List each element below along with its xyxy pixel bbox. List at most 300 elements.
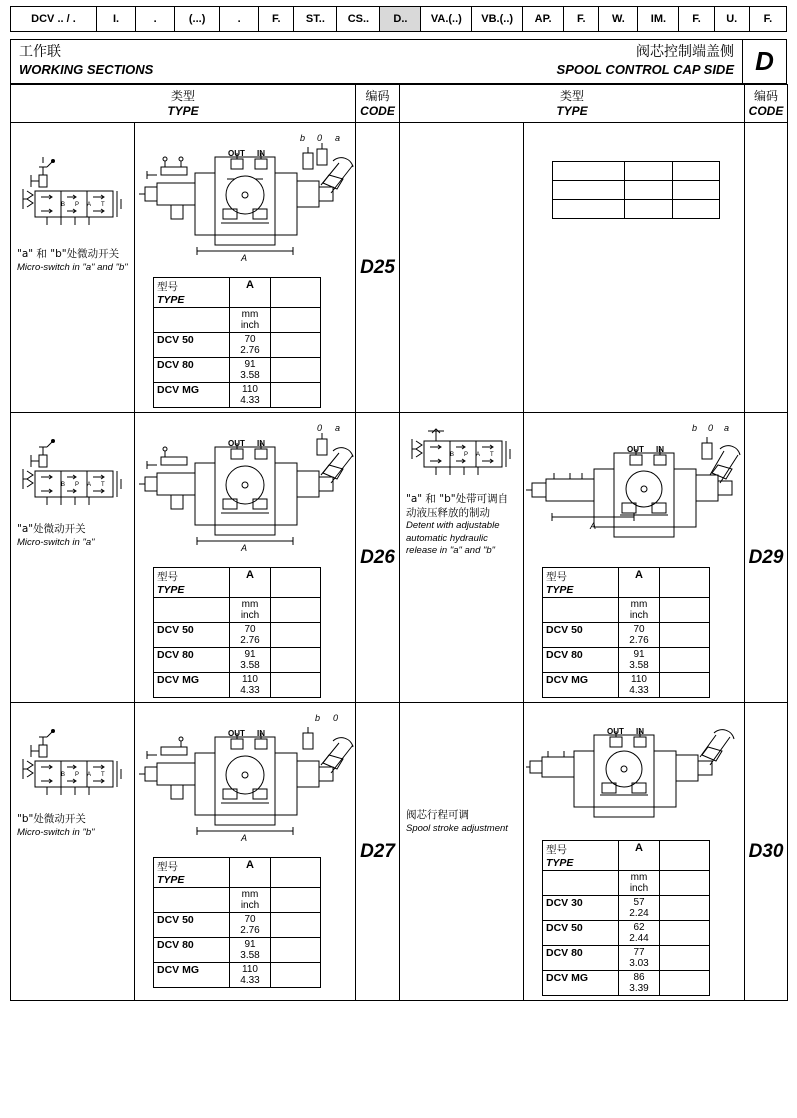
dim-inch: 2.76 (240, 925, 260, 936)
section-header (10, 39, 787, 84)
section-letter: D (742, 40, 786, 83)
svg-text:B: B (450, 452, 455, 458)
dim-row (543, 673, 710, 698)
options-table (10, 84, 788, 1001)
dim-values (619, 921, 660, 946)
symbol-caption-d27-cn: "b"处微动开关 (17, 813, 86, 825)
dim-inch: 3.58 (240, 950, 260, 961)
dim-unit-mm: mm (630, 599, 648, 610)
dim-unit-row (543, 871, 710, 896)
dim-values (619, 971, 660, 996)
dim-mm: 86 (633, 972, 645, 983)
dim-unit-row (154, 308, 321, 333)
svg-text:0: 0 (317, 133, 323, 143)
dim-unit-inch: inch (629, 883, 649, 894)
dim-row (154, 963, 321, 988)
dim-values (619, 946, 660, 971)
code-cell-empty-r1 (745, 123, 788, 413)
dim-unit-mm: mm (630, 872, 648, 883)
dim-model: DCV 50 (543, 921, 619, 946)
dimension-table-d27 (153, 857, 321, 988)
dim-unit-inch: inch (240, 900, 260, 911)
dim-header-model-cn: 型号 (157, 281, 178, 293)
dim-header-model (154, 858, 230, 888)
table-row (11, 413, 788, 703)
dim-row (543, 648, 710, 673)
col-type-right (400, 85, 745, 123)
svg-text:P: P (75, 482, 80, 488)
dim-row (543, 623, 710, 648)
valve-assembly-drawing-icon (524, 413, 743, 565)
code-cell-12[interactable]: F. (564, 7, 599, 31)
valve-assembly-drawing-icon (135, 123, 354, 275)
svg-text:OUT: OUT (627, 445, 644, 454)
dim-mm: 110 (242, 674, 258, 685)
empty-cell (553, 162, 625, 181)
col-type-left (11, 85, 356, 123)
svg-text:0: 0 (317, 423, 323, 433)
dim-mm: 70 (244, 624, 256, 635)
dim-header-row (154, 568, 321, 598)
dim-inch: 3.39 (629, 983, 649, 994)
empty-row (553, 181, 720, 200)
dimension-table-d29 (542, 567, 710, 698)
col-code-right (745, 85, 788, 123)
dim-header-model (543, 841, 619, 871)
dim-model: DCV 50 (154, 333, 230, 358)
dim-values (230, 963, 271, 988)
symbol-caption-d30 (406, 809, 517, 835)
code-cell-10[interactable]: VB.(..) (472, 7, 523, 31)
dim-blank (660, 921, 710, 946)
valve-assembly-drawing-icon (135, 703, 354, 855)
dim-blank (660, 896, 710, 921)
symbol-caption-d27 (17, 813, 128, 839)
svg-text:P: P (75, 202, 80, 208)
dim-blank (271, 623, 321, 648)
symbol-caption-d29 (406, 493, 517, 557)
dim-row (154, 913, 321, 938)
empty-cell (625, 162, 672, 181)
svg-text:b: b (300, 133, 306, 143)
symbol-caption-d29-en: Detent with adjustable automatic hydraulic release in "a" and "b" (406, 520, 500, 556)
hydraulic-symbol-icon (17, 419, 127, 519)
code-cell-13[interactable]: W. (599, 7, 638, 31)
col-type-left-en: TYPE (167, 104, 199, 119)
drawing-cell-d29 (524, 413, 745, 703)
dim-unit-empty (543, 598, 619, 623)
drawing-cell-d25 (135, 123, 356, 413)
empty-cell (672, 162, 719, 181)
col-code-right-en: CODE (748, 104, 784, 119)
dim-model: DCV 50 (154, 913, 230, 938)
dim-values (230, 623, 271, 648)
svg-text:b: b (692, 423, 698, 433)
dim-mm: 57 (633, 897, 645, 908)
dim-model: DCV MG (154, 383, 230, 408)
dim-header-blank (660, 568, 710, 598)
dim-inch: 4.33 (629, 685, 649, 696)
code-cell-6[interactable]: ST.. (294, 7, 337, 31)
symbol-spacer (406, 709, 517, 805)
svg-text:B: B (61, 772, 66, 778)
header-right (557, 43, 734, 78)
symbol-cell-d25 (11, 123, 135, 413)
dim-blank (271, 963, 321, 988)
dim-model: DCV 80 (154, 938, 230, 963)
symbol-cell-empty-r1 (400, 123, 524, 413)
svg-text:a: a (335, 423, 341, 433)
symbol-caption-d26-en: Micro-switch in "a" (17, 536, 95, 548)
code-cell-0[interactable]: DCV .. / . (11, 7, 97, 31)
dim-unit-inch: inch (629, 610, 649, 621)
dim-header-model-en: TYPE (546, 857, 574, 869)
code-cell-d29: D29 (745, 413, 788, 703)
dim-inch: 2.76 (629, 635, 649, 646)
dim-blank (660, 648, 710, 673)
svg-text:IN: IN (636, 727, 644, 736)
symbol-caption-d25-cn: "a" 和 "b"处微动开关 (17, 248, 120, 260)
svg-text:a: a (335, 133, 341, 143)
dim-unit-blank (271, 308, 321, 333)
dim-model: DCV 50 (543, 623, 619, 648)
svg-text:a: a (724, 423, 730, 433)
code-cell-11[interactable]: AP. (523, 7, 564, 31)
dim-row (543, 946, 710, 971)
symbol-caption-d26 (17, 523, 128, 549)
dim-values (230, 913, 271, 938)
dim-inch: 3.03 (629, 958, 649, 969)
col-code-left-en: CODE (360, 104, 395, 119)
symbol-cell-d26 (11, 413, 135, 703)
svg-text:T: T (101, 202, 105, 208)
dim-header-model (154, 568, 230, 598)
symbol-caption-d27-en: Micro-switch in "b" (17, 826, 95, 838)
dim-header-model (543, 568, 619, 598)
dim-header-blank (660, 841, 710, 871)
dim-model: DCV 80 (154, 648, 230, 673)
dim-unit-row (154, 598, 321, 623)
dim-unit-blank (660, 598, 710, 623)
drawing-cell-empty-r1 (524, 123, 745, 413)
dim-inch: 2.76 (240, 345, 260, 356)
dim-row (543, 921, 710, 946)
dim-values (619, 648, 660, 673)
dim-mm: 70 (244, 914, 256, 925)
dim-inch: 3.58 (240, 370, 260, 381)
dim-mm: 70 (244, 334, 256, 345)
empty-cell (553, 200, 625, 219)
dim-unit-inch: inch (240, 610, 260, 621)
dim-header-a: A (230, 858, 271, 888)
code-cell-9[interactable]: VA.(..) (421, 7, 472, 31)
dim-blank (271, 913, 321, 938)
dim-inch: 3.58 (629, 660, 649, 671)
svg-text:A: A (476, 452, 481, 458)
dim-unit-blank (271, 888, 321, 913)
dim-values (230, 648, 271, 673)
dim-blank (660, 623, 710, 648)
dim-blank (271, 358, 321, 383)
dim-header-row (154, 858, 321, 888)
dim-header-a: A (619, 841, 660, 871)
valve-assembly-drawing-icon (524, 703, 743, 838)
dim-mm: 91 (244, 939, 256, 950)
dim-header-row (543, 568, 710, 598)
dim-model: DCV 80 (543, 946, 619, 971)
dim-header-model-en: TYPE (157, 294, 185, 306)
dim-blank (660, 971, 710, 996)
drawing-cell-d30 (524, 703, 745, 1001)
dim-inch: 4.33 (240, 395, 260, 406)
table-row (11, 123, 788, 413)
dim-unit-empty (154, 888, 230, 913)
dim-unit-row (543, 598, 710, 623)
dim-values (230, 358, 271, 383)
header-left-cn: 工作联 (19, 44, 61, 60)
dim-header-model-cn: 型号 (157, 571, 178, 583)
dim-inch: 3.58 (240, 660, 260, 671)
code-cell-16[interactable]: U. (715, 7, 750, 31)
dim-unit-row (154, 888, 321, 913)
svg-text:A: A (241, 833, 248, 843)
dim-blank (271, 673, 321, 698)
dim-units (619, 871, 660, 896)
svg-text:b: b (315, 713, 321, 723)
order-code-strip (10, 6, 787, 32)
dim-row (543, 971, 710, 996)
dim-unit-inch: inch (240, 320, 260, 331)
empty-cell (625, 181, 672, 200)
valve-assembly-drawing-icon (135, 413, 354, 565)
dim-unit-blank (271, 598, 321, 623)
dim-blank (271, 333, 321, 358)
valve-drawing-d29 (524, 413, 744, 565)
code-cell-d26: D26 (356, 413, 400, 703)
dim-unit-empty (154, 598, 230, 623)
dim-model: DCV 80 (154, 358, 230, 383)
col-code-left-cn: 编码 (365, 88, 390, 103)
dim-unit-empty (154, 308, 230, 333)
empty-dimension-grid (552, 161, 720, 219)
dim-header-a: A (230, 568, 271, 598)
dim-header-row (543, 841, 710, 871)
col-code-right-cn: 编码 (753, 88, 778, 103)
symbol-caption-d30-cn: 阀芯行程可调 (406, 809, 469, 821)
dim-mm: 62 (633, 922, 645, 933)
header-left-en: WORKING SECTIONS (19, 61, 154, 77)
dim-units (619, 598, 660, 623)
dim-header-blank (271, 568, 321, 598)
svg-text:B: B (61, 482, 66, 488)
dim-header-row (154, 278, 321, 308)
dim-unit-mm: mm (241, 309, 259, 320)
valve-drawing-d30 (524, 703, 744, 838)
svg-text:A: A (241, 543, 248, 553)
dim-row (154, 623, 321, 648)
dim-inch: 4.33 (240, 975, 260, 986)
dim-units (230, 308, 271, 333)
hydraulic-symbol-icon (17, 129, 127, 244)
svg-text:T: T (101, 772, 105, 778)
code-cell-1[interactable]: I. (97, 7, 136, 31)
dim-values (230, 673, 271, 698)
empty-cell (672, 181, 719, 200)
dim-units (230, 888, 271, 913)
code-cell-2[interactable]: . (136, 7, 175, 31)
hydraulic-symbol-icon (406, 419, 516, 489)
code-cell-d30: D30 (745, 703, 788, 1001)
svg-text:T: T (490, 452, 494, 458)
code-cell-d25: D25 (356, 123, 400, 413)
symbol-cell-d29 (400, 413, 524, 703)
symbol-caption-d25 (17, 248, 128, 274)
code-cell-7[interactable]: CS.. (337, 7, 380, 31)
dim-header-a: A (230, 278, 271, 308)
dim-units (230, 598, 271, 623)
dim-mm: 70 (633, 624, 645, 635)
dim-row (154, 673, 321, 698)
dim-values (230, 383, 271, 408)
svg-text:OUT: OUT (228, 149, 245, 158)
dim-values (230, 333, 271, 358)
col-type-left-cn: 类型 (170, 88, 195, 103)
dim-row (154, 358, 321, 383)
dim-inch: 4.33 (240, 685, 260, 696)
dim-blank (271, 383, 321, 408)
dim-values (619, 896, 660, 921)
dim-inch: 2.76 (240, 635, 260, 646)
svg-text:0: 0 (333, 713, 339, 723)
symbol-cell-d27 (11, 703, 135, 1001)
dim-row (154, 333, 321, 358)
dim-row (154, 938, 321, 963)
dim-header-model-cn: 型号 (157, 861, 178, 873)
code-cell-8-active[interactable]: D.. (380, 7, 421, 31)
dim-mm: 77 (633, 947, 645, 958)
svg-text:0: 0 (708, 423, 714, 433)
svg-text:P: P (464, 452, 469, 458)
drawing-cell-d26 (135, 413, 356, 703)
dim-blank (271, 648, 321, 673)
svg-text:A: A (87, 482, 92, 488)
valve-drawing-d25 (135, 123, 355, 275)
dim-unit-mm: mm (241, 599, 259, 610)
svg-text:A: A (241, 253, 248, 263)
dim-row (154, 383, 321, 408)
header-right-cn: 阀芯控制端盖侧 (636, 44, 734, 60)
svg-text:OUT: OUT (228, 729, 245, 738)
svg-text:A: A (87, 202, 92, 208)
dim-header-a: A (619, 568, 660, 598)
dim-header-model-en: TYPE (157, 874, 185, 886)
svg-text:T: T (101, 482, 105, 488)
table-header-row (11, 85, 788, 123)
dim-model: DCV 50 (154, 623, 230, 648)
code-cell-4[interactable]: . (220, 7, 259, 31)
dim-blank (660, 673, 710, 698)
dim-inch: 2.44 (629, 933, 649, 944)
dim-header-blank (271, 278, 321, 308)
symbol-caption-d30-en: Spool stroke adjustment (406, 822, 508, 834)
empty-row (553, 200, 720, 219)
header-left (19, 43, 153, 78)
code-cell-5[interactable]: F. (259, 7, 294, 31)
code-cell-17[interactable]: F. (750, 7, 786, 31)
dim-row (154, 648, 321, 673)
symbol-caption-d29-cn: "a" 和 "b"处带可调自动液压释放的制动 (406, 493, 509, 519)
dim-header-model-cn: 型号 (546, 844, 567, 856)
col-type-right-en: TYPE (556, 104, 588, 119)
dim-unit-blank (660, 871, 710, 896)
symbol-caption-d26-cn: "a"处微动开关 (17, 523, 86, 535)
code-cell-15[interactable]: F. (679, 7, 714, 31)
dim-blank (660, 946, 710, 971)
dim-model: DCV 30 (543, 896, 619, 921)
col-code-left (356, 85, 400, 123)
dim-mm: 110 (242, 964, 258, 975)
svg-text:IN: IN (257, 149, 265, 158)
dim-model: DCV MG (154, 673, 230, 698)
svg-text:B: B (61, 202, 66, 208)
dim-header-blank (271, 858, 321, 888)
code-cell-d27: D27 (356, 703, 400, 1001)
dim-unit-empty (543, 871, 619, 896)
svg-text:IN: IN (257, 439, 265, 448)
dim-header-model-en: TYPE (157, 584, 185, 596)
dim-model: DCV MG (154, 963, 230, 988)
dim-model: DCV MG (543, 673, 619, 698)
valve-drawing-d27 (135, 703, 355, 855)
dim-model: DCV 80 (543, 648, 619, 673)
svg-text:A: A (590, 521, 597, 531)
header-right-en: SPOOL CONTROL CAP SIDE (556, 61, 734, 77)
dim-mm: 91 (244, 359, 256, 370)
dim-values (230, 938, 271, 963)
col-type-right-cn: 类型 (559, 88, 584, 103)
dim-mm: 91 (633, 649, 645, 660)
dim-values (619, 623, 660, 648)
dim-blank (271, 938, 321, 963)
empty-cell (672, 200, 719, 219)
dim-row (543, 896, 710, 921)
dim-inch: 2.24 (629, 908, 649, 919)
svg-text:OUT: OUT (607, 727, 624, 736)
dim-header-model (154, 278, 230, 308)
valve-drawing-d26 (135, 413, 355, 565)
code-cell-3[interactable]: (...) (175, 7, 220, 31)
dim-header-model-en: TYPE (546, 584, 574, 596)
dim-unit-mm: mm (241, 889, 259, 900)
dim-mm: 110 (242, 384, 258, 395)
dim-mm: 91 (244, 649, 256, 660)
dim-header-model-cn: 型号 (546, 571, 567, 583)
svg-text:IN: IN (257, 729, 265, 738)
svg-text:IN: IN (656, 445, 664, 454)
svg-text:P: P (75, 772, 80, 778)
empty-cell (553, 181, 625, 200)
dimension-table-d26 (153, 567, 321, 698)
code-cell-14[interactable]: IM. (638, 7, 679, 31)
hydraulic-symbol-icon (17, 709, 127, 809)
empty-row (553, 162, 720, 181)
dim-values (619, 673, 660, 698)
dimension-table-d30 (542, 840, 710, 996)
symbol-cell-d30 (400, 703, 524, 1001)
drawing-cell-d27 (135, 703, 356, 1001)
svg-text:A: A (87, 772, 92, 778)
symbol-caption-d25-en: Micro-switch in "a" and "b" (17, 261, 128, 273)
